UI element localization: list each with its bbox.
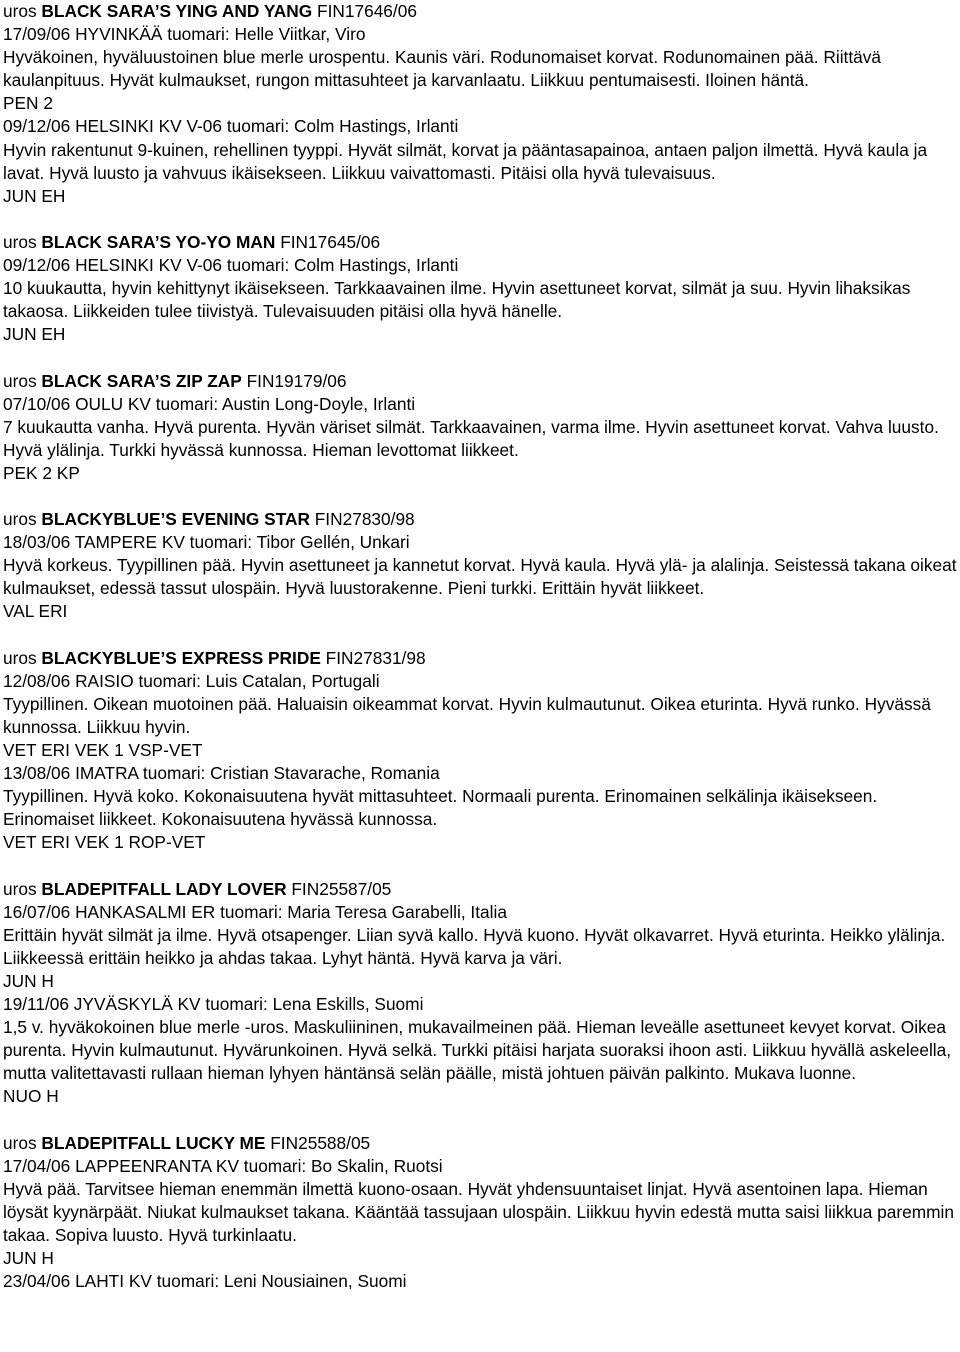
entry-heading xyxy=(3,508,960,531)
dog-name: BLACK SARA’S ZIP ZAP xyxy=(41,370,242,391)
registration-number: FIN17645/06 xyxy=(275,231,381,252)
entry-sex: uros xyxy=(3,1132,42,1153)
entry-heading xyxy=(3,878,960,901)
dog-entry xyxy=(3,1132,960,1294)
dog-entry xyxy=(3,0,960,208)
entry-heading xyxy=(3,647,960,670)
entry-text-line: 10 kuukautta, hyvin kehittynyt ikäisekseen. Tarkkaavainen ilme. Hyvin asettuneet korvat, silmät ja suu. Hyvin lihaksikas takaosa. Liikkeiden tulee tiivistyä. Tulevaisuuden pitäisi olla hyvä hänelle. xyxy=(3,278,911,322)
registration-number: FIN27830/98 xyxy=(309,509,415,530)
entry-text-line: 18/03/06 TAMPERE KV tuomari: Tibor Gellén, Unkari xyxy=(3,532,410,553)
entry-text-line: 13/08/06 IMATRA tuomari: Cristian Stavarache, Romania xyxy=(3,763,440,784)
entry-text-line: Hyväkoinen, hyväluustoinen blue merle urospentu. Kaunis väri. Rodunomaiset korvat. Rodunomainen pää. Riittävä kaulanpituus. Hyvät kulmaukset, rungon mittasuhteet ja karvanlaatu. Liikkuu pentumaisesti. Iloinen häntä. xyxy=(3,47,882,91)
entry-text-line: VAL ERI xyxy=(3,601,68,622)
entry-text-line: VET ERI VEK 1 ROP-VET xyxy=(3,832,206,853)
entry-separator xyxy=(3,854,960,877)
entry-text-line: JUN H xyxy=(3,1248,54,1269)
entry-sex: uros xyxy=(3,878,42,899)
entry-text-line: PEN 2 xyxy=(3,93,53,114)
entry-heading xyxy=(3,231,960,254)
entry-text-line: 19/11/06 JYVÄSKYLÄ KV tuomari: Lena Eskills, Suomi xyxy=(3,994,424,1015)
entry-text-line: 09/12/06 HELSINKI KV V-06 tuomari: Colm Hastings, Irlanti xyxy=(3,255,459,276)
entry-text-line: JUN EH xyxy=(3,324,66,345)
entry-text-line: 17/09/06 HYVINKÄÄ tuomari: Helle Viitkar, Viro xyxy=(3,24,366,45)
entry-separator xyxy=(3,485,960,508)
entry-text-line: Hyvä pää. Tarvitsee hieman enemmän ilmettä kuono-osaan. Hyvät yhdensuuntaiset linjat. Hyvä asentoinen lapa. Hieman löysät kyynärpäät. Niukat kulmaukset takana. Kääntää tassujaan ulospäin. Liikkuu hyvin edestä mutta saisi liikkua paremmin takaa. Sopiva luusto. Hyvä turkinlaatu. xyxy=(3,1178,954,1245)
dog-entry xyxy=(3,370,960,485)
dog-name: BLACKYBLUE’S EXPRESS PRIDE xyxy=(41,647,321,668)
dog-entry xyxy=(3,508,960,623)
entry-sex: uros xyxy=(3,647,42,668)
entry-sex: uros xyxy=(3,1,42,21)
entry-separator xyxy=(3,346,960,369)
entry-text-line: 09/12/06 HELSINKI KV V-06 tuomari: Colm Hastings, Irlanti xyxy=(3,116,459,137)
entry-text-line: 07/10/06 OULU KV tuomari: Austin Long-Doyle, Irlanti xyxy=(3,393,416,414)
entry-text-line: NUO H xyxy=(3,1086,59,1107)
entry-text-line: PEK 2 KP xyxy=(3,462,80,483)
entry-heading xyxy=(3,1132,960,1155)
entry-text-line: Tyypillinen. Hyvä koko. Kokonaisuutena hyvät mittasuhteet. Normaali purenta. Erinomainen selkälinja ikäisekseen. Erinomaiset liikkeet. Kokonaisuutena hyvässä kunnossa. xyxy=(3,786,878,830)
registration-number: FIN25587/05 xyxy=(286,878,392,899)
entry-text-line: Erittäin hyvät silmät ja ilme. Hyvä otsapenger. Liian syvä kallo. Hyvä kuono. Hyvät olkavarret. Hyvä eturinta. Heikko ylälinja. Liikkeessä erittäin heikko ja ahdas takaa. Lyhyt häntä. Hyvä karva ja väri. xyxy=(3,924,946,968)
entry-separator xyxy=(3,624,960,647)
entry-text-line: 1,5 v. hyväkokoinen blue merle -uros. Maskuliininen, mukavailmeinen pää. Hieman leveälle asettuneet kevyet korvat. Oikea purenta. Hyvin kulmautunut. Hyvärunkoinen. Hyvä selkä. Turkki pitäisi harjata suoraksi ihoon asti. Liikkuu hyvällä askeleella, mutta valitettavasti rullaan hieman lyhyen häntänsä selän päälle, mistä johtuen päivän palkinto. Mukava luonne. xyxy=(3,1017,952,1084)
entry-heading xyxy=(3,0,960,23)
entry-text-line: JUN EH xyxy=(3,185,66,206)
entry-text-line: 17/04/06 LAPPEENRANTA KV tuomari: Bo Skalin, Ruotsi xyxy=(3,1155,443,1176)
entry-text-line: Tyypillinen. Oikean muotoinen pää. Haluaisin oikeammat korvat. Hyvin kulmautunut. Oikea eturinta. Hyvä runko. Hyvässä kunnossa. Liikkuu hyvin. xyxy=(3,693,931,737)
dog-name: BLACK SARA’S YO-YO MAN xyxy=(41,231,276,252)
dog-name: BLADEPITFALL LUCKY ME xyxy=(41,1132,266,1153)
entry-text-line: Hyvin rakentunut 9-kuinen, rehellinen tyyppi. Hyvät silmät, korvat ja pääntasapainoa, antaen paljon ilmettä. Hyvä kaula ja lavat. Hyvä luusto ja vahvuus ikäisekseen. Liikkuu vaivattomasti. Pitäisi olla hyvä tulevaisuus. xyxy=(3,139,928,183)
dog-entry xyxy=(3,878,960,1109)
entry-text-line: Hyvä korkeus. Tyypillinen pää. Hyvin asettuneet ja kannetut korvat. Hyvä kaula. Hyvä ylä- ja alalinja. Seistessä takana oikeat kulmaukset, edessä tassut ulospäin. Hyvä luustorakenne. Pieni turkki. Erittäin hyvät liikkeet. xyxy=(3,555,957,599)
entry-text-line: VET ERI VEK 1 VSP-VET xyxy=(3,740,203,760)
dog-entry xyxy=(3,231,960,346)
dog-name: BLADEPITFALL LADY LOVER xyxy=(41,878,287,899)
entry-separator xyxy=(3,208,960,231)
dog-name: BLACKYBLUE’S EVENING STAR xyxy=(41,509,310,530)
dog-entry xyxy=(3,647,960,855)
entry-separator xyxy=(3,1109,960,1132)
registration-number: FIN25588/05 xyxy=(265,1132,371,1153)
entry-text-line: JUN H xyxy=(3,970,54,991)
dog-name: BLACK SARA’S YING AND YANG xyxy=(41,1,313,21)
entry-text-line: 7 kuukautta vanha. Hyvä purenta. Hyvän väriset silmät. Tarkkaavainen, varma ilme. Hyvin asettuneet korvat. Vahva luusto. Hyvä ylälinja. Turkki hyvässä kunnossa. Hieman levottomat liikkeet. xyxy=(3,416,939,460)
entry-heading xyxy=(3,370,960,393)
entry-text-line: 12/08/06 RAISIO tuomari: Luis Catalan, Portugali xyxy=(3,670,380,691)
entry-sex: uros xyxy=(3,370,42,391)
registration-number: FIN17646/06 xyxy=(312,1,417,21)
entry-sex: uros xyxy=(3,509,42,530)
entry-sex: uros xyxy=(3,231,42,252)
entry-text-line: 16/07/06 HANKASALMI ER tuomari: Maria Teresa Garabelli, Italia xyxy=(3,901,507,922)
entry-text-line: 23/04/06 LAHTI KV tuomari: Leni Nousiainen, Suomi xyxy=(3,1271,407,1292)
registration-number: FIN27831/98 xyxy=(320,647,426,668)
registration-number: FIN19179/06 xyxy=(241,370,347,391)
